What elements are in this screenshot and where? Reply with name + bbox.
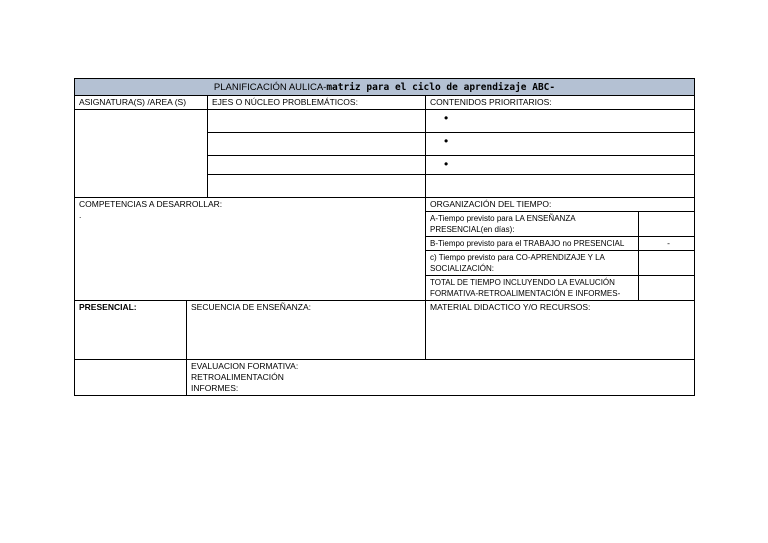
contenido-item-2[interactable] — [426, 133, 695, 156]
secuencia-label: SECUENCIA DE ENSEÑANZA: — [191, 302, 311, 312]
material-label: MATERIAL DIDACTICO Y/O RECURSOS: — [430, 302, 591, 312]
bullet-3: • — [444, 157, 449, 171]
time-a-label: A-Tiempo previsto para LA ENSEÑANZA PRESENCIAL(en días): — [426, 212, 639, 237]
competencias-cell[interactable] — [75, 198, 426, 301]
contenidos-label: CONTENIDOS PRIORITARIOS: — [426, 96, 695, 110]
time-a-value[interactable] — [639, 212, 695, 237]
evaluacion-formativa-label: EVALUACION FORMATIVA: — [191, 361, 299, 371]
title-row — [75, 79, 695, 96]
planning-matrix-table — [74, 78, 695, 396]
contenido-item-3[interactable] — [426, 156, 695, 175]
time-total-value[interactable] — [639, 276, 695, 301]
planning-document — [74, 78, 694, 396]
evaluacion-cell[interactable] — [187, 360, 695, 396]
ejes-field-4[interactable] — [208, 175, 426, 198]
competencias-dot: . — [79, 210, 82, 220]
evaluacion-left-cell[interactable] — [75, 360, 187, 396]
asignatura-label: ASIGNATURA(S) /AREA (S) — [75, 96, 208, 110]
asignatura-field[interactable] — [75, 110, 208, 198]
ejes-label: EJES O NÚCLEO PROBLEMÁTICOS: — [208, 96, 426, 110]
contenido-item-4[interactable] — [426, 175, 695, 198]
competencias-label: COMPETENCIAS A DESARROLLAR: — [79, 199, 223, 209]
ejes-field-3[interactable] — [208, 156, 426, 175]
subject-header-row — [75, 96, 695, 110]
contenido-item-1[interactable] — [426, 110, 695, 133]
title-plain: PLANIFICACIÓN AULICA- — [213, 81, 327, 93]
ejes-field-2[interactable] — [208, 133, 426, 156]
document-title — [75, 79, 695, 96]
time-b-label: B-Tiempo previsto para el TRABAJO no PRESENCIAL — [426, 237, 639, 251]
time-c-value[interactable] — [639, 251, 695, 276]
bullet-2: • — [444, 134, 449, 148]
secuencia-cell[interactable] — [187, 301, 426, 360]
presencial-label: PRESENCIAL: — [79, 302, 137, 312]
title-bold: matriz para el ciclo de aprendizaje ABC- — [326, 81, 556, 93]
presencial-cell[interactable] — [75, 301, 187, 360]
time-b-value[interactable]: - — [639, 237, 695, 251]
bullet-1: • — [444, 111, 449, 125]
material-cell[interactable] — [426, 301, 695, 360]
retroalimentacion-label: RETROALIMENTACIÓN — [191, 372, 284, 382]
time-total-label: TOTAL DE TIEMPO INCLUYENDO LA EVALUCIÓN FORMATIVA-RETROALIMENTACIÓN E INFORMES- — [426, 276, 639, 301]
ejes-field-1[interactable] — [208, 110, 426, 133]
informes-label: INFORMES: — [191, 383, 239, 393]
organizacion-title: ORGANIZACIÓN DEL TIEMPO: — [426, 198, 695, 212]
time-c-label: c) Tiempo previsto para CO-APRENDIZAJE Y LA SOCIALIZACIÓN: — [426, 251, 639, 276]
